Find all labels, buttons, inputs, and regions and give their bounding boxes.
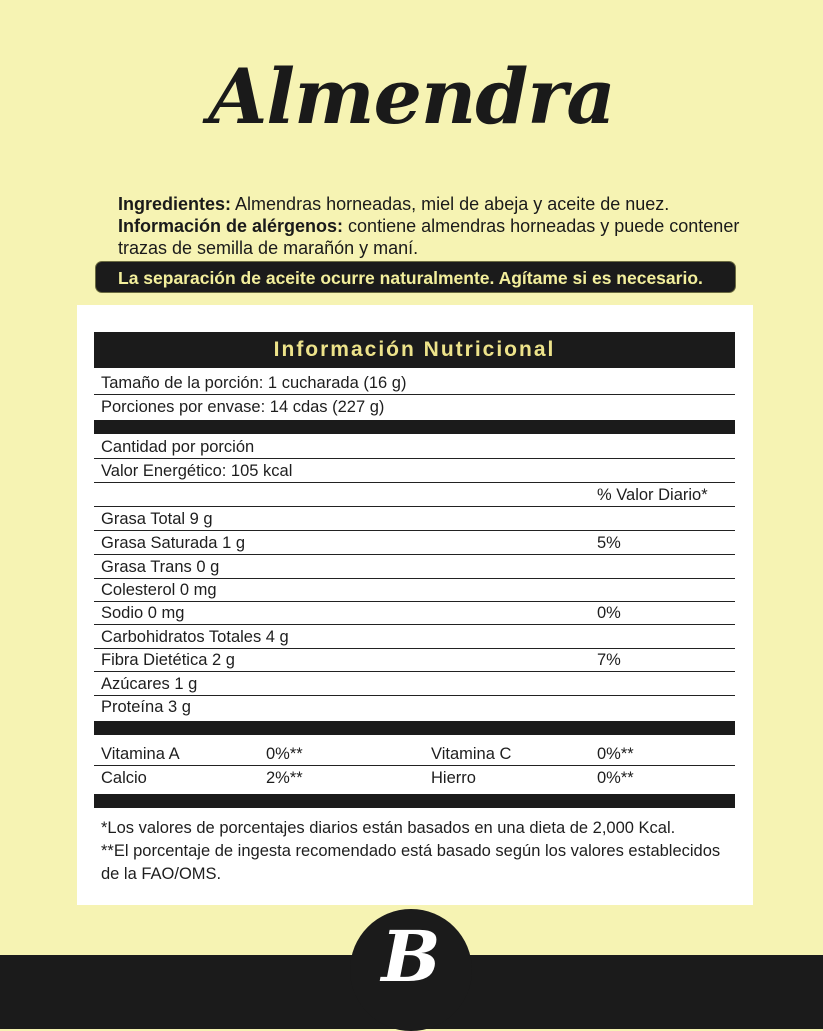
ingredients-block [118,193,758,259]
vitamin-row [94,742,735,766]
daily-value-row [94,483,735,507]
nutrient-label: Azúcares 1 g [101,675,198,693]
ingredients-line [118,193,758,215]
brand-logo-letter: B [381,915,441,998]
divider-thick [94,794,735,808]
divider-thick [94,721,735,735]
energy-value: Valor Energético: 105 kcal [101,462,293,480]
nutrient-row [94,578,735,602]
mineral-value: 2%** [266,769,303,787]
serving-size: Tamaño de la porción: 1 cucharada (16 g) [101,374,407,392]
amount-per-serving: Cantidad por porción [101,438,255,456]
ingredients-text: Almendras horneadas, miel de abeja y aceite de nuez. [231,194,670,214]
nutrient-label: Carbohidratos Totales 4 g [101,628,289,646]
vitamin-label: Vitamina A [101,745,180,763]
footnote-daily-values: *Los valores de porcentajes diarios están basados en una dieta de 2,000 Kcal. [101,819,676,837]
nutrient-row [94,507,735,531]
nutrient-row [94,695,735,719]
product-title: Almendra [208,52,615,141]
nutrient-label: Proteína 3 g [101,698,191,716]
footnote-intake: **El porcentaje de ingesta recomendado está basado según los valores establecidos de la FAO/OMS. [101,842,721,883]
allergens-label: Información de alérgenos: [118,216,344,236]
nutrient-pct: 7% [597,651,621,669]
nutrient-row [94,648,735,672]
nutrient-row [94,672,735,696]
allergens-text: contiene almendras horneadas y puede contener trazas de semilla de marañón y maní. [118,216,740,258]
servings-per-container: Porciones por envase: 14 cdas (227 g) [101,398,385,416]
nutrient-label: Colesterol 0 mg [101,581,217,599]
daily-value-header: % Valor Diario* [597,486,708,504]
vitamin-value: 0%** [597,745,634,763]
energy-row [94,459,735,483]
nutrient-row [94,531,735,555]
allergens-line [118,215,758,259]
servings-row [94,395,735,419]
serving-size-row [94,371,735,395]
vitamin-value: 0%** [266,745,303,763]
footnotes [101,817,741,886]
nutrient-label: Grasa Trans 0 g [101,558,220,576]
nutrient-label: Sodio 0 mg [101,604,185,622]
nutrition-header: Información Nutricional [94,332,735,368]
amount-row [94,435,735,459]
nutrient-pct: 5% [597,534,621,552]
mineral-label: Calcio [101,769,147,787]
nutrient-pct: 0% [597,604,621,622]
nutrient-label: Grasa Total 9 g [101,510,213,528]
mineral-value: 0%** [597,769,634,787]
divider-thick [94,420,735,434]
nutrient-label: Grasa Saturada 1 g [101,534,246,552]
nutrition-panel [77,305,753,905]
ingredients-label: Ingredientes: [118,194,232,214]
oil-separation-notice: La separación de aceite ocurre naturalmente. Agítame si es necesario. [95,261,736,293]
mineral-label: Hierro [431,769,476,787]
vitamin-label: Vitamina C [431,745,512,763]
nutrient-row [94,625,735,649]
vitamin-row [94,766,735,790]
nutrient-label: Fibra Dietética 2 g [101,651,235,669]
nutrient-row [94,555,735,579]
nutrient-row [94,601,735,625]
